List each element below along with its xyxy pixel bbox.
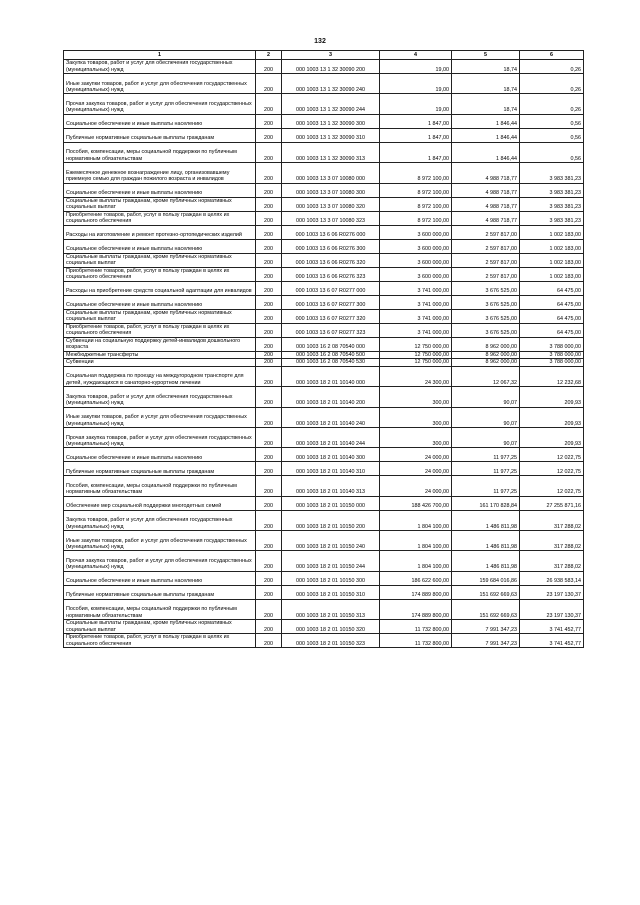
table-row [64, 427, 584, 447]
row-fact-cell: 161 170 828,84 [452, 496, 520, 510]
row-rest-cell: 0,56 [520, 128, 584, 142]
row-kbk-cell: 000 1003 13 1 32 30090 240 [282, 74, 380, 94]
row-name-cell: Пособия, компенсации, меры социальной поддержки по публичным нормативным обязательствам [64, 599, 256, 619]
row-rest-cell: 209,93 [520, 407, 584, 427]
row-name-cell: Социальные выплаты гражданам, кроме публичных нормативных социальных выплат [64, 309, 256, 323]
row-fact-cell: 2 597 817,00 [452, 239, 520, 253]
row-rest-cell: 0,26 [520, 74, 584, 94]
column-header-6: 6 [520, 51, 584, 60]
column-header-1: 1 [64, 51, 256, 60]
row-rest-cell: 12 022,75 [520, 476, 584, 496]
row-rest-cell: 317 288,02 [520, 510, 584, 530]
row-code-cell: 200 [256, 94, 282, 114]
row-code-cell: 200 [256, 74, 282, 94]
row-code-cell: 200 [256, 571, 282, 585]
row-code-cell: 200 [256, 295, 282, 309]
row-plan-cell: 1 804 100,00 [380, 551, 452, 571]
row-kbk-cell: 000 1003 16 2 08 70540 500 [282, 351, 380, 359]
row-rest-cell: 64 475,00 [520, 281, 584, 295]
row-code-cell: 200 [256, 359, 282, 367]
row-code-cell: 200 [256, 309, 282, 323]
row-kbk-cell: 000 1003 13 6 06 R0276 320 [282, 253, 380, 267]
row-rest-cell: 64 475,00 [520, 323, 584, 337]
row-name-cell: Субвенции на социальную поддержку детей-инвалидов дошкольного возраста [64, 337, 256, 351]
row-name-cell: Приобретение товаров, работ, услуг в пользу граждан в целях их социального обеспечения [64, 211, 256, 225]
row-name-cell: Социальное обеспечение и иные выплаты населению [64, 571, 256, 585]
row-code-cell: 200 [256, 551, 282, 571]
row-rest-cell: 12 022,75 [520, 462, 584, 476]
row-rest-cell: 3 741 452,77 [520, 634, 584, 648]
table-row [64, 163, 584, 183]
row-rest-cell: 3 983 381,23 [520, 163, 584, 183]
row-plan-cell: 3 741 000,00 [380, 281, 452, 295]
row-name-cell: Социальное обеспечение и иные выплаты населению [64, 183, 256, 197]
row-code-cell: 200 [256, 142, 282, 162]
row-code-cell: 200 [256, 128, 282, 142]
table-row [64, 267, 584, 281]
row-code-cell: 200 [256, 163, 282, 183]
row-plan-cell: 24 300,00 [380, 366, 452, 386]
table-row [64, 351, 584, 359]
row-rest-cell: 3 741 452,77 [520, 620, 584, 634]
row-fact-cell: 4 988 718,77 [452, 211, 520, 225]
table-row [64, 585, 584, 599]
table-row [64, 211, 584, 225]
row-code-cell: 200 [256, 366, 282, 386]
table-row [64, 387, 584, 407]
row-code-cell: 200 [256, 462, 282, 476]
page-number: 132 [314, 38, 326, 45]
header-row [64, 51, 584, 60]
row-fact-cell: 1 486 811,98 [452, 531, 520, 551]
table-row [64, 337, 584, 351]
table-row [64, 366, 584, 386]
row-plan-cell: 300,00 [380, 407, 452, 427]
row-code-cell: 200 [256, 620, 282, 634]
row-kbk-cell: 000 1003 18 2 01 10140 310 [282, 462, 380, 476]
row-kbk-cell: 000 1003 18 2 01 10150 313 [282, 599, 380, 619]
row-code-cell: 200 [256, 599, 282, 619]
row-plan-cell: 1 804 100,00 [380, 531, 452, 551]
row-plan-cell: 186 622 600,00 [380, 571, 452, 585]
row-fact-cell: 151 692 669,63 [452, 599, 520, 619]
row-fact-cell: 3 676 525,00 [452, 309, 520, 323]
row-code-cell: 200 [256, 197, 282, 211]
budget-table [63, 50, 584, 648]
row-name-cell: Социальное обеспечение и иные выплаты населению [64, 448, 256, 462]
row-code-cell: 200 [256, 323, 282, 337]
row-plan-cell: 3 600 000,00 [380, 253, 452, 267]
row-name-cell: Ежемесячное денежное вознаграждение лицу, организовавшему приемную семью для граждан пожилого возраста и инвалидов [64, 163, 256, 183]
row-name-cell: Иные закупки товаров, работ и услуг для обеспечения государственных (муниципальных) нужд [64, 531, 256, 551]
row-fact-cell: 8 962 000,00 [452, 351, 520, 359]
table-row [64, 620, 584, 634]
row-fact-cell: 18,74 [452, 94, 520, 114]
row-kbk-cell: 000 1003 18 2 01 10140 313 [282, 476, 380, 496]
row-name-cell: Прочая закупка товаров, работ и услуг для обеспечения государственных (муниципальных) нужд [64, 427, 256, 447]
row-plan-cell: 24 000,00 [380, 476, 452, 496]
row-kbk-cell: 000 1003 18 2 01 10150 300 [282, 571, 380, 585]
row-code-cell: 200 [256, 387, 282, 407]
row-fact-cell: 8 962 000,00 [452, 337, 520, 351]
row-name-cell: Социальные выплаты гражданам, кроме публичных нормативных социальных выплат [64, 620, 256, 634]
row-code-cell: 200 [256, 239, 282, 253]
row-fact-cell: 1 846,44 [452, 114, 520, 128]
row-code-cell: 200 [256, 253, 282, 267]
row-plan-cell: 3 600 000,00 [380, 267, 452, 281]
row-name-cell: Прочая закупка товаров, работ и услуг для обеспечения государственных (муниципальных) нужд [64, 551, 256, 571]
row-kbk-cell: 000 1003 16 2 08 70540 530 [282, 359, 380, 367]
row-name-cell: Пособия, компенсации, меры социальной поддержки по публичным нормативным обязательствам [64, 476, 256, 496]
row-name-cell: Расходы на приобретение средств социальной адаптации для инвалидов [64, 281, 256, 295]
row-kbk-cell: 000 1003 13 6 07 R0277 000 [282, 281, 380, 295]
row-name-cell: Приобретение товаров, работ, услуг в пользу граждан в целях их социального обеспечения [64, 267, 256, 281]
row-plan-cell: 8 972 100,00 [380, 163, 452, 183]
row-plan-cell: 174 889 800,00 [380, 585, 452, 599]
row-kbk-cell: 000 1003 16 2 08 70540 000 [282, 337, 380, 351]
row-fact-cell: 90,07 [452, 387, 520, 407]
row-fact-cell: 3 676 525,00 [452, 281, 520, 295]
row-plan-cell: 12 750 000,00 [380, 351, 452, 359]
table-row [64, 253, 584, 267]
table-row [64, 114, 584, 128]
row-rest-cell: 1 002 183,00 [520, 239, 584, 253]
table-row [64, 323, 584, 337]
row-name-cell: Публичные нормативные социальные выплаты гражданам [64, 128, 256, 142]
row-fact-cell: 18,74 [452, 60, 520, 74]
table-row [64, 407, 584, 427]
row-fact-cell: 11 977,25 [452, 476, 520, 496]
row-rest-cell: 12 232,68 [520, 366, 584, 386]
row-rest-cell: 3 788 000,00 [520, 359, 584, 367]
row-name-cell: Социальные выплаты гражданам, кроме публичных нормативных социальных выплат [64, 197, 256, 211]
table-row [64, 531, 584, 551]
row-rest-cell: 1 002 183,00 [520, 225, 584, 239]
table-row [64, 142, 584, 162]
row-rest-cell: 209,93 [520, 427, 584, 447]
row-fact-cell: 1 846,44 [452, 128, 520, 142]
row-plan-cell: 11 732 800,00 [380, 634, 452, 648]
row-fact-cell: 1 486 811,98 [452, 510, 520, 530]
row-kbk-cell: 000 1003 13 3 07 10080 323 [282, 211, 380, 225]
column-header-5: 5 [452, 51, 520, 60]
row-plan-cell: 3 741 000,00 [380, 295, 452, 309]
row-kbk-cell: 000 1003 18 2 01 10150 240 [282, 531, 380, 551]
row-rest-cell: 23 197 130,37 [520, 585, 584, 599]
table-row [64, 634, 584, 648]
row-rest-cell: 3 983 381,23 [520, 211, 584, 225]
row-code-cell: 200 [256, 407, 282, 427]
row-rest-cell: 0,56 [520, 142, 584, 162]
row-name-cell: Социальное обеспечение и иные выплаты населению [64, 239, 256, 253]
row-rest-cell: 23 197 130,37 [520, 599, 584, 619]
table-row [64, 225, 584, 239]
table-row [64, 197, 584, 211]
row-plan-cell: 12 750 000,00 [380, 359, 452, 367]
row-rest-cell: 12 022,75 [520, 448, 584, 462]
column-header-4: 4 [380, 51, 452, 60]
row-plan-cell: 8 972 100,00 [380, 197, 452, 211]
row-code-cell: 200 [256, 476, 282, 496]
row-kbk-cell: 000 1003 13 3 07 10080 300 [282, 183, 380, 197]
row-name-cell: Публичные нормативные социальные выплаты гражданам [64, 462, 256, 476]
row-rest-cell: 64 475,00 [520, 295, 584, 309]
row-code-cell: 200 [256, 267, 282, 281]
row-plan-cell: 12 750 000,00 [380, 337, 452, 351]
row-code-cell: 200 [256, 448, 282, 462]
row-name-cell: Межбюджетные трансферты [64, 351, 256, 359]
row-plan-cell: 1 847,00 [380, 128, 452, 142]
row-kbk-cell: 000 1003 13 3 07 10080 320 [282, 197, 380, 211]
row-code-cell: 200 [256, 114, 282, 128]
row-fact-cell: 7 991 347,23 [452, 634, 520, 648]
row-kbk-cell: 000 1003 13 6 07 R0277 300 [282, 295, 380, 309]
row-plan-cell: 24 000,00 [380, 448, 452, 462]
row-code-cell: 200 [256, 211, 282, 225]
row-name-cell: Прочая закупка товаров, работ и услуг для обеспечения государственных (муниципальных) нужд [64, 94, 256, 114]
table-row [64, 183, 584, 197]
row-code-cell: 200 [256, 337, 282, 351]
row-kbk-cell: 000 1003 13 1 32 30090 310 [282, 128, 380, 142]
row-plan-cell: 3 600 000,00 [380, 239, 452, 253]
row-plan-cell: 24 000,00 [380, 462, 452, 476]
row-fact-cell: 11 977,25 [452, 462, 520, 476]
row-fact-cell: 4 988 718,77 [452, 183, 520, 197]
row-plan-cell: 3 741 000,00 [380, 323, 452, 337]
table-body [64, 60, 584, 648]
table-row [64, 60, 584, 74]
row-plan-cell: 19,00 [380, 60, 452, 74]
row-fact-cell: 1 846,44 [452, 142, 520, 162]
table-row [64, 462, 584, 476]
row-plan-cell: 300,00 [380, 427, 452, 447]
table-row [64, 476, 584, 496]
table-row [64, 510, 584, 530]
row-name-cell: Закупка товаров, работ и услуг для обеспечения государственных (муниципальных) нужд [64, 510, 256, 530]
row-plan-cell: 1 804 100,00 [380, 510, 452, 530]
row-plan-cell: 3 741 000,00 [380, 309, 452, 323]
table-row [64, 74, 584, 94]
row-plan-cell: 188 426 700,00 [380, 496, 452, 510]
row-plan-cell: 1 847,00 [380, 142, 452, 162]
table-row [64, 94, 584, 114]
column-header-2: 2 [256, 51, 282, 60]
row-rest-cell: 3 788 000,00 [520, 351, 584, 359]
row-code-cell: 200 [256, 351, 282, 359]
row-fact-cell: 4 988 718,77 [452, 163, 520, 183]
table-row [64, 571, 584, 585]
row-name-cell: Социальное обеспечение и иные выплаты населению [64, 295, 256, 309]
row-rest-cell: 0,26 [520, 60, 584, 74]
row-rest-cell: 209,93 [520, 387, 584, 407]
row-plan-cell: 19,00 [380, 74, 452, 94]
row-kbk-cell: 000 1003 13 6 06 R0276 300 [282, 239, 380, 253]
row-plan-cell: 300,00 [380, 387, 452, 407]
row-kbk-cell: 000 1003 18 2 01 10150 244 [282, 551, 380, 571]
table-row [64, 496, 584, 510]
row-name-cell: Социальная поддержка по проезду на междугородном транспорте для детей, нуждающихся в санаторно-курортном лечении [64, 366, 256, 386]
row-name-cell: Социальное обеспечение и иные выплаты населению [64, 114, 256, 128]
row-rest-cell: 3 983 381,23 [520, 183, 584, 197]
row-plan-cell: 11 732 800,00 [380, 620, 452, 634]
row-kbk-cell: 000 1003 13 6 06 R0276 323 [282, 267, 380, 281]
row-code-cell: 200 [256, 60, 282, 74]
row-fact-cell: 90,07 [452, 407, 520, 427]
row-kbk-cell: 000 1003 13 6 07 R0277 323 [282, 323, 380, 337]
row-kbk-cell: 000 1003 18 2 01 10150 323 [282, 634, 380, 648]
row-kbk-cell: 000 1003 13 3 07 10080 000 [282, 163, 380, 183]
row-rest-cell: 0,56 [520, 114, 584, 128]
row-fact-cell: 11 977,25 [452, 448, 520, 462]
row-name-cell: Закупка товаров, работ и услуг для обеспечения государственных (муниципальных) нужд [64, 387, 256, 407]
row-kbk-cell: 000 1003 13 6 07 R0277 320 [282, 309, 380, 323]
row-plan-cell: 3 600 000,00 [380, 225, 452, 239]
row-plan-cell: 174 889 800,00 [380, 599, 452, 619]
table-row [64, 309, 584, 323]
row-kbk-cell: 000 1003 18 2 01 10140 200 [282, 387, 380, 407]
row-fact-cell: 4 988 718,77 [452, 197, 520, 211]
row-kbk-cell: 000 1003 18 2 01 10140 240 [282, 407, 380, 427]
table-row [64, 551, 584, 571]
row-fact-cell: 7 991 347,23 [452, 620, 520, 634]
row-rest-cell: 27 255 871,16 [520, 496, 584, 510]
row-kbk-cell: 000 1003 13 1 32 30090 313 [282, 142, 380, 162]
row-fact-cell: 3 676 525,00 [452, 295, 520, 309]
row-code-cell: 200 [256, 427, 282, 447]
row-plan-cell: 1 847,00 [380, 114, 452, 128]
row-code-cell: 200 [256, 281, 282, 295]
table-row [64, 359, 584, 367]
row-kbk-cell: 000 1003 18 2 01 10150 000 [282, 496, 380, 510]
row-code-cell: 200 [256, 496, 282, 510]
row-kbk-cell: 000 1003 13 1 32 30090 300 [282, 114, 380, 128]
row-name-cell: Иные закупки товаров, работ и услуг для обеспечения государственных (муниципальных) нужд [64, 74, 256, 94]
row-fact-cell: 18,74 [452, 74, 520, 94]
row-fact-cell: 2 597 817,00 [452, 253, 520, 267]
row-code-cell: 200 [256, 183, 282, 197]
row-rest-cell: 26 938 583,14 [520, 571, 584, 585]
row-kbk-cell: 000 1003 18 2 01 10150 320 [282, 620, 380, 634]
row-name-cell: Субвенции [64, 359, 256, 367]
row-fact-cell: 151 692 669,63 [452, 585, 520, 599]
row-rest-cell: 64 475,00 [520, 309, 584, 323]
row-plan-cell: 8 972 100,00 [380, 211, 452, 225]
row-kbk-cell: 000 1003 18 2 01 10140 244 [282, 427, 380, 447]
row-rest-cell: 1 002 183,00 [520, 267, 584, 281]
table-row [64, 128, 584, 142]
table-row [64, 239, 584, 253]
row-name-cell: Пособия, компенсации, меры социальной поддержки по публичным нормативным обязательствам [64, 142, 256, 162]
row-fact-cell: 2 597 817,00 [452, 225, 520, 239]
row-code-cell: 200 [256, 585, 282, 599]
row-code-cell: 200 [256, 634, 282, 648]
row-rest-cell: 3 983 381,23 [520, 197, 584, 211]
row-name-cell: Социальные выплаты гражданам, кроме публичных нормативных социальных выплат [64, 253, 256, 267]
row-fact-cell: 1 486 811,98 [452, 551, 520, 571]
row-plan-cell: 8 972 100,00 [380, 183, 452, 197]
row-kbk-cell: 000 1003 18 2 01 10150 310 [282, 585, 380, 599]
row-fact-cell: 2 597 817,00 [452, 267, 520, 281]
row-plan-cell: 19,00 [380, 94, 452, 114]
row-name-cell: Иные закупки товаров, работ и услуг для обеспечения государственных (муниципальных) нужд [64, 407, 256, 427]
row-kbk-cell: 000 1003 18 2 01 10150 200 [282, 510, 380, 530]
row-name-cell: Обеспечение мер социальной поддержки многодетных семей [64, 496, 256, 510]
table-row [64, 295, 584, 309]
row-kbk-cell: 000 1003 13 6 06 R0276 000 [282, 225, 380, 239]
row-kbk-cell: 000 1003 13 1 32 30090 200 [282, 60, 380, 74]
row-name-cell: Расходы на изготовление и ремонт протезно-ортопедических изделий [64, 225, 256, 239]
row-name-cell: Публичные нормативные социальные выплаты гражданам [64, 585, 256, 599]
row-kbk-cell: 000 1003 18 2 01 10140 000 [282, 366, 380, 386]
row-name-cell: Приобретение товаров, работ, услуг в пользу граждан в целях их социального обеспечения [64, 634, 256, 648]
row-name-cell: Закупка товаров, работ и услуг для обеспечения государственных (муниципальных) нужд [64, 60, 256, 74]
table-row [64, 599, 584, 619]
row-fact-cell: 8 962 000,00 [452, 359, 520, 367]
row-fact-cell: 3 676 525,00 [452, 323, 520, 337]
row-rest-cell: 1 002 183,00 [520, 253, 584, 267]
column-header-3: 3 [282, 51, 380, 60]
table-row [64, 448, 584, 462]
row-kbk-cell: 000 1003 13 1 32 30090 244 [282, 94, 380, 114]
row-code-cell: 200 [256, 531, 282, 551]
row-code-cell: 200 [256, 225, 282, 239]
row-name-cell: Приобретение товаров, работ, услуг в пользу граждан в целях их социального обеспечения [64, 323, 256, 337]
row-rest-cell: 3 788 000,00 [520, 337, 584, 351]
row-fact-cell: 12 067,32 [452, 366, 520, 386]
table-row [64, 281, 584, 295]
row-rest-cell: 317 288,02 [520, 551, 584, 571]
row-fact-cell: 159 684 016,86 [452, 571, 520, 585]
row-fact-cell: 90,07 [452, 427, 520, 447]
row-rest-cell: 317 288,02 [520, 531, 584, 551]
row-kbk-cell: 000 1003 18 2 01 10140 300 [282, 448, 380, 462]
row-code-cell: 200 [256, 510, 282, 530]
row-rest-cell: 0,26 [520, 94, 584, 114]
